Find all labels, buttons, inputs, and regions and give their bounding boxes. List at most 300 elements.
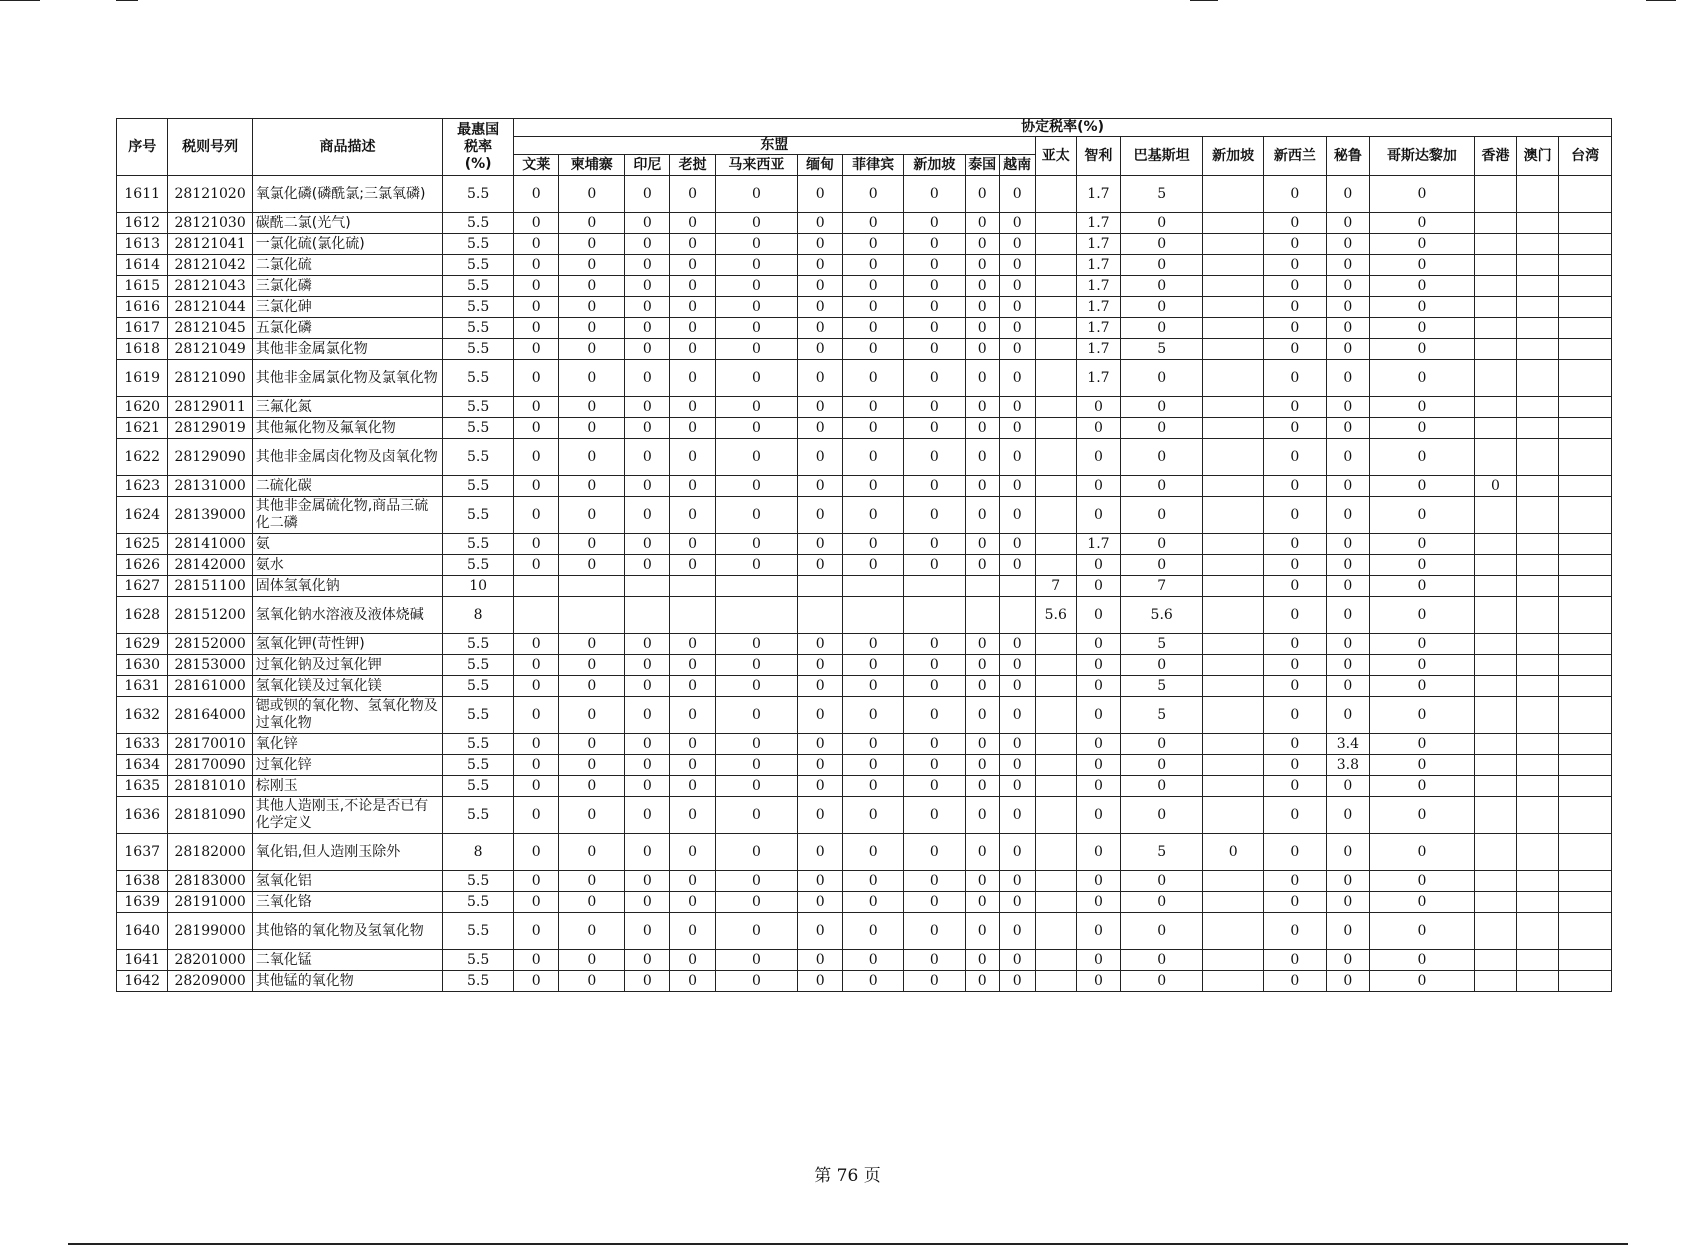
header-mfn [443, 119, 514, 176]
row-agreement-rate: 1.7 [1076, 276, 1120, 297]
row-asean-rate: 0 [670, 697, 715, 734]
row-agreement-rate: 0 [1326, 176, 1369, 213]
table-row [117, 276, 1612, 297]
row-agreement-rate [1203, 534, 1264, 555]
row-seq: 1611 [117, 176, 168, 213]
row-asean-rate: 0 [670, 397, 715, 418]
row-agreement-rate: 0 [1326, 555, 1369, 576]
row-code: 28139000 [168, 497, 252, 534]
row-asean-rate: 0 [514, 534, 559, 555]
row-agreement-rate: 0 [1326, 360, 1369, 397]
row-asean-rate [798, 576, 843, 597]
row-seq: 1636 [117, 797, 168, 834]
row-asean-rate: 0 [715, 255, 797, 276]
row-desc: 氢氧化铝 [252, 871, 442, 892]
row-asean-rate: 0 [670, 971, 715, 992]
row-agreement-rate [1474, 418, 1516, 439]
row-agreement-rate [1035, 213, 1076, 234]
row-mfn-rate: 8 [443, 834, 514, 871]
row-asean-rate: 0 [514, 634, 559, 655]
row-agreement-rate [1474, 555, 1516, 576]
row-agreement-rate: 0 [1121, 892, 1203, 913]
row-code: 28121042 [168, 255, 252, 276]
row-asean-rate: 0 [843, 297, 904, 318]
table-row [117, 497, 1612, 534]
row-desc: 一氯化硫(氯化硫) [252, 234, 442, 255]
row-asean-rate: 0 [798, 234, 843, 255]
row-agreement-rate: 0 [1264, 339, 1327, 360]
table-row [117, 697, 1612, 734]
row-agreement-rate: 0 [1076, 676, 1120, 697]
row-asean-rate: 0 [715, 676, 797, 697]
row-agreement-rate: 0 [1121, 476, 1203, 497]
row-asean-rate: 0 [904, 892, 966, 913]
row-agreement-rate: 0 [1076, 439, 1120, 476]
row-mfn-rate: 5.5 [443, 676, 514, 697]
row-seq: 1621 [117, 418, 168, 439]
table-row [117, 213, 1612, 234]
row-agreement-rate: 0 [1326, 234, 1369, 255]
row-mfn-rate: 5.5 [443, 318, 514, 339]
table-row [117, 776, 1612, 797]
row-agreement-rate [1474, 950, 1516, 971]
row-seq: 1634 [117, 755, 168, 776]
row-code: 28121041 [168, 234, 252, 255]
row-agreement-rate [1474, 834, 1516, 871]
row-mfn-rate: 5.5 [443, 418, 514, 439]
row-agreement-rate: 0 [1076, 655, 1120, 676]
row-seq: 1635 [117, 776, 168, 797]
row-desc: 其他非金属氯化物及氯氧化物 [252, 360, 442, 397]
row-asean-rate: 0 [843, 734, 904, 755]
row-asean-rate: 0 [965, 676, 999, 697]
row-agreement-rate: 0 [1264, 439, 1327, 476]
row-agreement-rate [1203, 439, 1264, 476]
row-code: 28199000 [168, 913, 252, 950]
row-mfn-rate: 8 [443, 597, 514, 634]
row-agreement-rate: 0 [1369, 439, 1474, 476]
row-asean-rate: 0 [559, 234, 625, 255]
row-asean-rate: 0 [514, 555, 559, 576]
row-agreement-rate [1474, 176, 1516, 213]
row-asean-rate: 0 [625, 834, 670, 871]
row-agreement-rate: 0 [1076, 397, 1120, 418]
row-agreement-rate [1517, 755, 1559, 776]
row-agreement-rate: 0 [1326, 655, 1369, 676]
row-agreement-rate [1203, 734, 1264, 755]
row-agreement-rate [1203, 871, 1264, 892]
table-row [117, 755, 1612, 776]
row-asean-rate: 0 [670, 534, 715, 555]
row-asean-rate: 0 [715, 913, 797, 950]
row-agreement-rate [1517, 871, 1559, 892]
row-agreement-rate [1474, 776, 1516, 797]
row-desc: 其他非金属硫化物,商品三硫化二磷 [252, 497, 442, 534]
row-agreement-rate: 0 [1121, 213, 1203, 234]
row-agreement-rate: 1.7 [1076, 339, 1120, 360]
row-agreement-rate: 0 [1369, 397, 1474, 418]
row-asean-rate: 0 [965, 555, 999, 576]
row-agreement-rate [1559, 213, 1612, 234]
row-asean-rate: 0 [999, 971, 1035, 992]
row-asean-rate: 0 [670, 950, 715, 971]
top-scan-line [0, 0, 40, 1]
row-asean-rate: 0 [843, 913, 904, 950]
row-desc: 氨 [252, 534, 442, 555]
tariff-body [117, 176, 1612, 992]
row-agreement-rate [1035, 360, 1076, 397]
row-asean-rate: 0 [843, 834, 904, 871]
row-asean-rate: 0 [965, 634, 999, 655]
row-asean-rate [559, 576, 625, 597]
row-asean-rate: 0 [625, 397, 670, 418]
row-asean-rate: 0 [798, 213, 843, 234]
table-row [117, 797, 1612, 834]
row-agreement-rate: 0 [1121, 871, 1203, 892]
row-agreement-rate: 0 [1076, 776, 1120, 797]
header-country: 秘鲁 [1326, 137, 1369, 176]
header-country: 香港 [1474, 137, 1516, 176]
row-agreement-rate [1559, 360, 1612, 397]
row-asean-rate: 0 [965, 339, 999, 360]
row-agreement-rate [1474, 276, 1516, 297]
row-agreement-rate: 0 [1264, 950, 1327, 971]
row-asean-rate: 0 [904, 318, 966, 339]
row-agreement-rate [1559, 676, 1612, 697]
row-desc: 其他非金属氯化物 [252, 339, 442, 360]
row-agreement-rate [1203, 234, 1264, 255]
row-asean-rate: 0 [625, 297, 670, 318]
row-seq: 1622 [117, 439, 168, 476]
row-asean-rate: 0 [625, 418, 670, 439]
row-asean-rate [715, 576, 797, 597]
row-agreement-rate: 5 [1121, 834, 1203, 871]
row-code: 28121090 [168, 360, 252, 397]
row-agreement-rate: 0 [1121, 913, 1203, 950]
row-asean-rate: 0 [843, 892, 904, 913]
row-agreement-rate [1203, 497, 1264, 534]
row-asean-rate: 0 [670, 776, 715, 797]
row-seq: 1617 [117, 318, 168, 339]
row-asean-rate [798, 597, 843, 634]
row-agreement-rate: 0 [1076, 871, 1120, 892]
row-asean-rate: 0 [798, 339, 843, 360]
row-asean-rate [514, 576, 559, 597]
row-asean-rate: 0 [625, 950, 670, 971]
row-asean-rate: 0 [999, 755, 1035, 776]
header-country: 亚太 [1035, 137, 1076, 176]
row-agreement-rate: 0 [1121, 418, 1203, 439]
row-agreement-rate [1035, 476, 1076, 497]
row-agreement-rate: 0 [1264, 418, 1327, 439]
row-asean-rate: 0 [670, 634, 715, 655]
row-agreement-rate [1035, 397, 1076, 418]
row-agreement-rate [1517, 634, 1559, 655]
row-agreement-rate [1203, 555, 1264, 576]
row-asean-rate: 0 [559, 418, 625, 439]
row-asean-rate: 0 [904, 555, 966, 576]
row-code: 28170010 [168, 734, 252, 755]
row-agreement-rate: 1.7 [1076, 176, 1120, 213]
row-agreement-rate: 0 [1121, 555, 1203, 576]
row-desc: 氧化锌 [252, 734, 442, 755]
row-agreement-rate: 0 [1121, 497, 1203, 534]
row-agreement-rate: 0 [1326, 871, 1369, 892]
row-asean-rate: 0 [904, 534, 966, 555]
row-asean-rate: 0 [715, 318, 797, 339]
header-asean: 东盟 [514, 137, 1036, 155]
row-asean-rate: 0 [843, 476, 904, 497]
row-asean-rate: 0 [715, 971, 797, 992]
table-row [117, 655, 1612, 676]
row-agreement-rate [1517, 676, 1559, 697]
row-agreement-rate: 0 [1264, 634, 1327, 655]
row-agreement-rate: 0 [1326, 950, 1369, 971]
row-mfn-rate: 5.5 [443, 497, 514, 534]
row-agreement-rate: 0 [1076, 797, 1120, 834]
row-agreement-rate [1203, 255, 1264, 276]
row-seq: 1619 [117, 360, 168, 397]
row-asean-rate [514, 597, 559, 634]
row-agreement-rate: 0 [1264, 871, 1327, 892]
row-agreement-rate [1559, 255, 1612, 276]
row-asean-rate: 0 [904, 497, 966, 534]
row-asean-rate: 0 [625, 213, 670, 234]
row-asean-rate: 0 [904, 797, 966, 834]
row-mfn-rate: 5.5 [443, 697, 514, 734]
row-asean-rate: 0 [904, 276, 966, 297]
row-asean-rate: 0 [625, 339, 670, 360]
row-asean-rate: 0 [514, 418, 559, 439]
row-desc: 氧氯化磷(磷酰氯;三氯氧磷) [252, 176, 442, 213]
table-row [117, 255, 1612, 276]
row-agreement-rate: 0 [1076, 697, 1120, 734]
row-asean-rate: 0 [559, 397, 625, 418]
row-asean-rate: 0 [670, 734, 715, 755]
row-code: 28121045 [168, 318, 252, 339]
row-agreement-rate [1203, 655, 1264, 676]
header-country: 哥斯达黎加 [1369, 137, 1474, 176]
row-asean-rate: 0 [559, 892, 625, 913]
row-asean-rate: 0 [843, 234, 904, 255]
row-asean-rate: 0 [798, 734, 843, 755]
row-asean-rate: 0 [625, 555, 670, 576]
row-agreement-rate [1517, 476, 1559, 497]
row-asean-rate [904, 597, 966, 634]
row-agreement-rate [1517, 318, 1559, 339]
row-asean-rate: 0 [904, 697, 966, 734]
row-asean-rate: 0 [843, 418, 904, 439]
row-agreement-rate [1559, 950, 1612, 971]
row-seq: 1633 [117, 734, 168, 755]
row-asean-rate: 0 [999, 397, 1035, 418]
row-asean-rate: 0 [715, 397, 797, 418]
row-asean-rate: 0 [559, 797, 625, 834]
row-agreement-rate [1517, 950, 1559, 971]
row-asean-rate: 0 [843, 497, 904, 534]
row-desc: 三氧化铬 [252, 892, 442, 913]
row-agreement-rate: 0 [1264, 255, 1327, 276]
row-agreement-rate [1474, 255, 1516, 276]
row-agreement-rate: 0 [1076, 555, 1120, 576]
table-row [117, 834, 1612, 871]
row-asean-rate: 0 [559, 834, 625, 871]
row-agreement-rate [1559, 913, 1612, 950]
row-asean-rate: 0 [843, 634, 904, 655]
row-agreement-rate: 0 [1121, 971, 1203, 992]
row-desc: 碳酰二氯(光气) [252, 213, 442, 234]
row-asean-rate: 0 [514, 439, 559, 476]
table-row [117, 318, 1612, 339]
row-seq: 1642 [117, 971, 168, 992]
header-asean-country: 印尼 [625, 155, 670, 176]
row-agreement-rate [1474, 397, 1516, 418]
row-asean-rate: 0 [514, 297, 559, 318]
row-asean-rate: 0 [904, 734, 966, 755]
row-desc: 固体氢氧化钠 [252, 576, 442, 597]
row-asean-rate: 0 [843, 697, 904, 734]
row-agreement-rate [1474, 213, 1516, 234]
row-agreement-rate [1517, 234, 1559, 255]
row-agreement-rate: 0 [1076, 950, 1120, 971]
row-agreement-rate: 0 [1264, 534, 1327, 555]
row-asean-rate: 0 [514, 234, 559, 255]
row-asean-rate: 0 [625, 871, 670, 892]
row-seq: 1623 [117, 476, 168, 497]
row-asean-rate: 0 [715, 634, 797, 655]
header-asean-country: 泰国 [965, 155, 999, 176]
row-seq: 1639 [117, 892, 168, 913]
row-asean-rate: 0 [559, 913, 625, 950]
row-agreement-rate [1559, 297, 1612, 318]
row-mfn-rate: 5.5 [443, 339, 514, 360]
row-desc: 二硫化碳 [252, 476, 442, 497]
row-asean-rate: 0 [999, 297, 1035, 318]
row-asean-rate: 0 [965, 913, 999, 950]
row-desc: 其他非金属卤化物及卤氧化物 [252, 439, 442, 476]
row-agreement-rate [1517, 555, 1559, 576]
row-code: 28181090 [168, 797, 252, 834]
row-asean-rate: 0 [715, 213, 797, 234]
row-agreement-rate: 0 [1264, 397, 1327, 418]
row-code: 28183000 [168, 871, 252, 892]
row-code: 28121049 [168, 339, 252, 360]
row-asean-rate: 0 [559, 676, 625, 697]
table-row [117, 734, 1612, 755]
row-asean-rate: 0 [843, 339, 904, 360]
row-code: 28201000 [168, 950, 252, 971]
row-asean-rate: 0 [798, 655, 843, 676]
row-desc: 氨水 [252, 555, 442, 576]
row-agreement-rate [1035, 534, 1076, 555]
row-agreement-rate [1559, 634, 1612, 655]
row-mfn-rate: 5.5 [443, 297, 514, 318]
row-agreement-rate: 0 [1369, 734, 1474, 755]
row-asean-rate: 0 [514, 950, 559, 971]
row-agreement-rate [1517, 397, 1559, 418]
row-agreement-rate: 0 [1121, 297, 1203, 318]
row-asean-rate [715, 597, 797, 634]
row-agreement-rate: 1.7 [1076, 534, 1120, 555]
row-asean-rate: 0 [670, 255, 715, 276]
row-agreement-rate: 0 [1121, 734, 1203, 755]
row-agreement-rate: 0 [1264, 297, 1327, 318]
row-asean-rate: 0 [559, 339, 625, 360]
row-agreement-rate: 0 [1369, 176, 1474, 213]
row-code: 28153000 [168, 655, 252, 676]
row-mfn-rate: 5.5 [443, 655, 514, 676]
row-asean-rate: 0 [559, 297, 625, 318]
row-asean-rate: 0 [715, 871, 797, 892]
row-asean-rate: 0 [999, 834, 1035, 871]
row-asean-rate: 0 [559, 276, 625, 297]
row-asean-rate: 0 [798, 360, 843, 397]
header-asean-country: 老挝 [670, 155, 715, 176]
row-code: 28152000 [168, 634, 252, 655]
row-agreement-rate [1035, 276, 1076, 297]
row-asean-rate: 0 [670, 871, 715, 892]
row-agreement-rate: 7 [1121, 576, 1203, 597]
row-mfn-rate: 5.5 [443, 213, 514, 234]
header-mfn-line1: 最惠国 [457, 121, 500, 138]
row-agreement-rate: 0 [1264, 476, 1327, 497]
row-agreement-rate: 0 [1369, 276, 1474, 297]
row-agreement-rate [1559, 339, 1612, 360]
row-agreement-rate: 0 [1369, 318, 1474, 339]
row-asean-rate: 0 [715, 276, 797, 297]
row-asean-rate: 0 [715, 476, 797, 497]
row-agreement-rate [1474, 634, 1516, 655]
row-asean-rate: 0 [999, 950, 1035, 971]
row-asean-rate: 0 [559, 950, 625, 971]
row-agreement-rate: 0 [1121, 950, 1203, 971]
row-asean-rate: 0 [798, 776, 843, 797]
row-agreement-rate: 0 [1076, 734, 1120, 755]
row-asean-rate: 0 [514, 913, 559, 950]
row-desc: 三氯化磷 [252, 276, 442, 297]
row-agreement-rate [1517, 418, 1559, 439]
row-seq: 1641 [117, 950, 168, 971]
row-asean-rate: 0 [965, 755, 999, 776]
row-asean-rate: 0 [843, 797, 904, 834]
row-asean-rate: 0 [843, 534, 904, 555]
row-agreement-rate: 0 [1326, 676, 1369, 697]
row-agreement-rate [1035, 797, 1076, 834]
row-agreement-rate [1035, 655, 1076, 676]
row-agreement-rate [1035, 255, 1076, 276]
row-agreement-rate [1474, 439, 1516, 476]
row-asean-rate: 0 [999, 913, 1035, 950]
row-asean-rate: 0 [965, 397, 999, 418]
row-code: 28121030 [168, 213, 252, 234]
row-agreement-rate: 0 [1369, 755, 1474, 776]
row-agreement-rate: 0 [1369, 634, 1474, 655]
row-asean-rate [999, 597, 1035, 634]
row-asean-rate: 0 [559, 734, 625, 755]
row-asean-rate: 0 [904, 255, 966, 276]
row-asean-rate: 0 [670, 360, 715, 397]
row-asean-rate: 0 [843, 655, 904, 676]
row-agreement-rate [1559, 276, 1612, 297]
row-agreement-rate: 0 [1326, 597, 1369, 634]
row-asean-rate: 0 [670, 497, 715, 534]
row-asean-rate: 0 [965, 234, 999, 255]
row-asean-rate: 0 [625, 234, 670, 255]
row-agreement-rate [1559, 734, 1612, 755]
row-asean-rate: 0 [559, 255, 625, 276]
row-asean-rate: 0 [670, 476, 715, 497]
row-code: 28142000 [168, 555, 252, 576]
